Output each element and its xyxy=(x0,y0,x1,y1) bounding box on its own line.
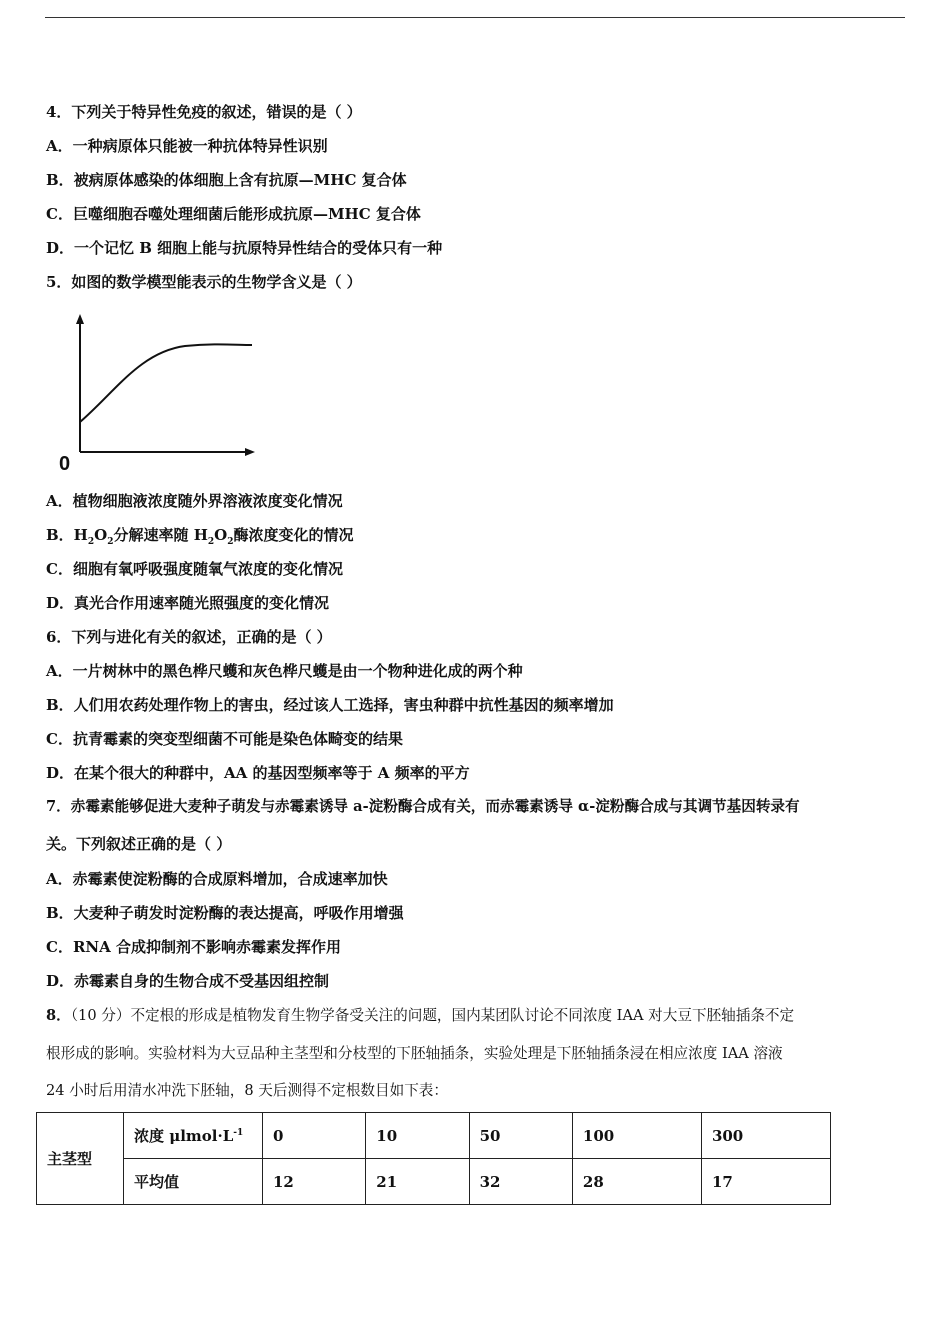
q4-stem: 4．下列关于特异性免疫的叙述，错误的是（ ） xyxy=(46,103,362,121)
q8-data-table xyxy=(36,1112,831,1205)
x-axis-arrow-icon xyxy=(245,448,255,456)
q6-option-d: D．在某个很大的种群中，AA 的基因型频率等于 A 频率的平方 xyxy=(46,764,470,782)
q6-option-c: C．抗青霉素的突变型细菌不可能是染色体畸变的结果 xyxy=(46,730,403,748)
mean-cell: 17 xyxy=(701,1159,830,1205)
header-rule xyxy=(45,17,905,18)
table-row xyxy=(37,1159,831,1205)
q4-option-c: C．巨噬细胞吞噬处理细菌后能形成抗原—MHC 复合体 xyxy=(46,205,421,223)
q5-option-a: A．植物细胞液浓度随外界溶液浓度变化情况 xyxy=(46,492,343,510)
y-axis-arrow-icon xyxy=(76,314,84,324)
mean-cell: 32 xyxy=(469,1159,572,1205)
q7-option-a: A．赤霉素使淀粉酶的合成原料增加，合成速率加快 xyxy=(46,870,388,888)
concentration-header-cell: 浓度 $\mu lmol\cdot L^{-1}$ xyxy=(124,1113,263,1159)
concentration-cell: 10 xyxy=(366,1113,469,1159)
mean-cell: 28 xyxy=(572,1159,701,1205)
table-row xyxy=(37,1113,831,1159)
q5-option-b: B．$H_2O_2$分解速率随 $H_2O_2$酶浓度变化的情况 xyxy=(46,526,354,547)
q6-option-a: A．一片树林中的黑色桦尺蠖和灰色桦尺蠖是由一个物种进化成的两个种 xyxy=(46,662,523,680)
concentration-cell: 300 xyxy=(701,1113,830,1159)
q5-graph xyxy=(55,312,265,477)
q7-option-b: B．大麦种子萌发时淀粉酶的表达提高，呼吸作用增强 xyxy=(46,904,404,922)
q4-option-b: B．被病原体感染的体细胞上含有抗原—MHC 复合体 xyxy=(46,171,407,189)
saturation-curve xyxy=(80,344,252,422)
q8-stem-line3: 24 小时后用清水冲洗下胚轴，8 天后测得不定根数目如下表： xyxy=(46,1082,448,1099)
concentration-cell: 100 xyxy=(572,1113,701,1159)
q4-option-d: D．一个记忆 B 细胞上能与抗原特异性结合的受体只有一种 xyxy=(46,239,443,257)
q7-option-d: D．赤霉素自身的生物合成不受基因组控制 xyxy=(46,972,330,990)
q5-option-c: C．细胞有氧呼吸强度随氧气浓度的变化情况 xyxy=(46,560,343,578)
q7-option-c: C．RNA 合成抑制剂不影响赤霉素发挥作用 xyxy=(46,938,341,956)
mean-cell: 12 xyxy=(263,1159,366,1205)
concentration-cell: 0 xyxy=(263,1113,366,1159)
q5-option-d: D．真光合作用速率随光照强度的变化情况 xyxy=(46,594,330,612)
group-label-cell: 主茎型 xyxy=(37,1113,124,1205)
mean-cell: 21 xyxy=(366,1159,469,1205)
q8-stem-line1: 8．（10 分）不定根的形成是植物发育生物学备受关注的问题，国内某团队讨论不同浓度 IAA 对大豆下胚轴插条不定 xyxy=(46,1007,795,1024)
graph-origin-label: 0 xyxy=(59,453,71,475)
q5-stem: 5．如图的数学模型能表示的生物学含义是（ ） xyxy=(46,273,362,291)
mean-header-cell: 平均值 xyxy=(124,1159,263,1205)
q8-stem-line2: 根形成的影响。实验材料为大豆品种主茎型和分枝型的下胚轴插条，实验处理是下胚轴插条浸在相应浓度 IAA 溶液 xyxy=(46,1045,783,1062)
q7-stem-line1: 7．赤霉素能够促进大麦种子萌发与赤霉素诱导 a-淀粉酶合成有关，而赤霉素诱导 α-淀粉酶合成与其调节基因转录有 xyxy=(46,798,800,815)
concentration-cell: 50 xyxy=(469,1113,572,1159)
q4-option-a: A．一种病原体只能被一种抗体特异性识别 xyxy=(46,137,328,155)
q7-stem-line2: 关。下列叙述正确的是（ ） xyxy=(46,835,232,853)
q6-option-b: B．人们用农药处理作物上的害虫，经过该人工选择，害虫种群中抗性基因的频率增加 xyxy=(46,696,614,714)
q6-stem: 6．下列与进化有关的叙述，正确的是（ ） xyxy=(46,628,332,646)
